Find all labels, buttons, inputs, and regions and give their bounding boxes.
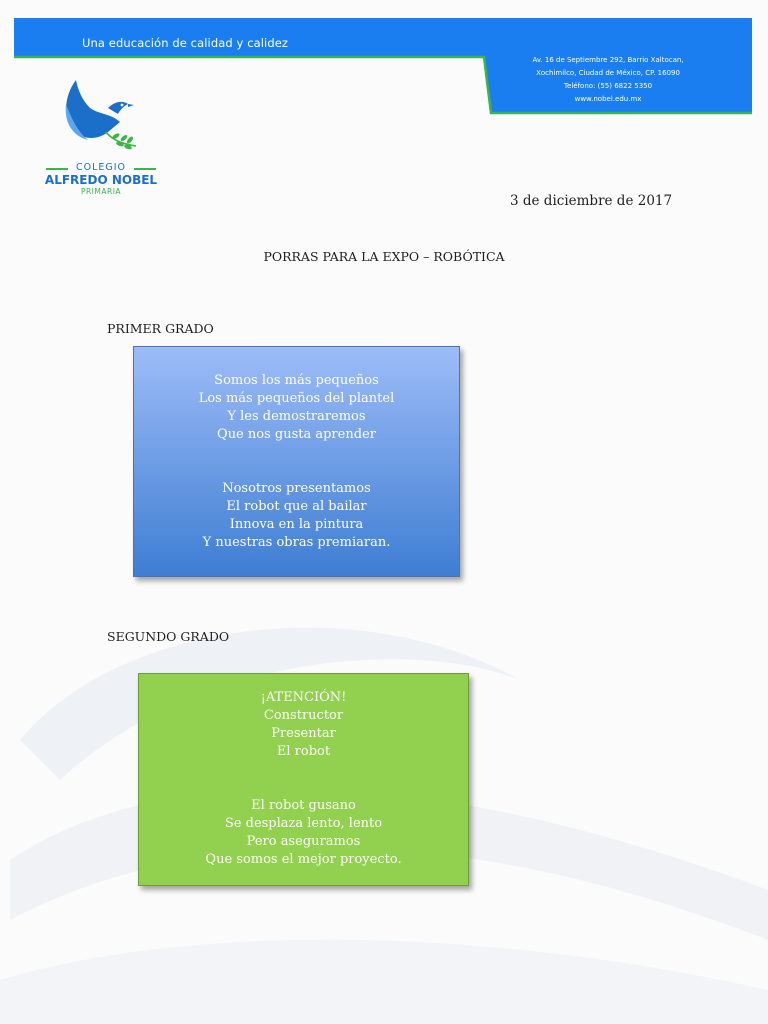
cheer-line: El robot que al bailar — [226, 499, 367, 514]
document-date: 3 de diciembre de 2017 — [510, 193, 673, 209]
document-title: PORRAS PARA LA EXPO – ROBÓTICA — [263, 249, 505, 264]
cheer-line: ¡ATENCIÓN! — [260, 690, 347, 705]
cheer-box-primer-grado — [133, 346, 460, 577]
cheer-box-segundo-grado — [138, 673, 469, 886]
cheer-line: Pero aseguramos — [246, 834, 361, 849]
cheer-stanza — [134, 480, 459, 552]
cheer-line: El robot — [276, 744, 331, 759]
cheer-line: Constructor — [263, 708, 344, 723]
cheer-line: Que nos gusta aprender — [217, 427, 376, 442]
address-line: Av. 16 de Septiembre 292, Barrio Xaltocan, — [532, 56, 684, 64]
section-heading-segundo-grado: SEGUNDO GRADO — [107, 629, 230, 644]
cheer-line: Innova en la pintura — [229, 517, 364, 532]
logo-level-text: PRIMARIA — [80, 187, 122, 196]
cheer-line: Se desplaza lento, lento — [224, 816, 383, 831]
address-line: Xochimilco, Ciudad de México, CP. 16090 — [536, 69, 680, 77]
cheer-line: El robot gusano — [251, 798, 356, 813]
cheer-line: Que somos el mejor proyecto. — [205, 852, 402, 867]
cheer-stanza — [134, 372, 459, 444]
cheer-stanza — [139, 689, 468, 761]
cheer-line: Y nuestras obras premiaran. — [202, 535, 391, 550]
cheer-line: Nosotros presentamos — [222, 481, 371, 496]
cheer-line: Presentar — [271, 726, 336, 741]
logo-school-name: ALFREDO NOBEL — [44, 173, 158, 187]
school-motto: Una educación de calidad y calidez — [82, 36, 289, 50]
section-heading-primer-grado: PRIMER GRADO — [107, 321, 214, 336]
cheer-stanza — [139, 797, 468, 869]
phone-line: Teléfono: (55) 6822 5350 — [563, 82, 653, 90]
cheer-line: Y les demostraremos — [227, 409, 366, 424]
cheer-line: Los más pequeños del plantel — [198, 391, 395, 406]
website-link[interactable]: www.nobel.edu.mx — [574, 95, 642, 103]
cheer-line: Somos los más pequeños — [214, 373, 379, 388]
logo-colegio-text: COLEGIO — [42, 162, 160, 173]
